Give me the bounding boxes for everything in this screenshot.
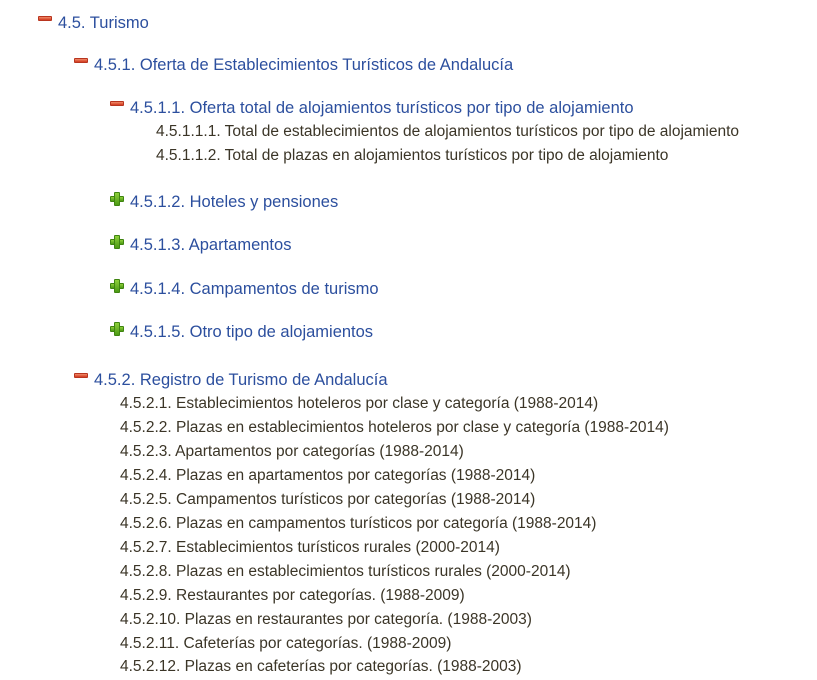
tree-leaf-4-5-2-4[interactable]: 4.5.2.4. Plazas en apartamentos por categorías (1988-2014)	[120, 467, 536, 484]
tree-leaf-4-5-2-7[interactable]: 4.5.2.7. Establecimientos turísticos rurales (2000-2014)	[120, 539, 500, 556]
tree-node-4-5[interactable]	[38, 11, 149, 35]
tree-node-4-5-1-5[interactable]	[110, 320, 373, 344]
tree-node-label[interactable]: 4.5. Turismo	[58, 13, 149, 32]
tree-node-4-5-1[interactable]	[74, 53, 513, 77]
tree-node-label[interactable]: 4.5.1.4. Campamentos de turismo	[130, 279, 379, 298]
tree-leaf-4-5-2-11[interactable]: 4.5.2.11. Cafeterías por categorías. (1988-2009)	[120, 635, 452, 652]
tree-node-label[interactable]: 4.5.1. Oferta de Establecimientos Turísticos de Andalucía	[94, 55, 514, 74]
tree-leaf-4-5-2-3[interactable]: 4.5.2.3. Apartamentos por categorías (1988-2014)	[120, 443, 464, 460]
collapse-icon[interactable]	[74, 58, 88, 63]
tree-leaf-4-5-2-8[interactable]: 4.5.2.8. Plazas en establecimientos turísticos rurales (2000-2014)	[120, 563, 571, 580]
tree-node-label[interactable]: 4.5.1.1. Oferta total de alojamientos turísticos por tipo de alojamiento	[130, 98, 634, 117]
expand-icon[interactable]	[110, 322, 124, 336]
tree-leaf-4-5-2-6[interactable]: 4.5.2.6. Plazas en campamentos turísticos por categoría (1988-2014)	[120, 515, 597, 532]
collapse-icon[interactable]	[38, 16, 52, 21]
tree-leaf-4-5-2-5[interactable]: 4.5.2.5. Campamentos turísticos por categorías (1988-2014)	[120, 491, 536, 508]
collapse-icon[interactable]	[74, 373, 88, 378]
tree-node-4-5-1-3[interactable]	[110, 233, 291, 257]
expand-icon[interactable]	[110, 235, 124, 249]
tree-node-label[interactable]: 4.5.1.5. Otro tipo de alojamientos	[130, 322, 374, 341]
tree-node-label[interactable]: 4.5.1.2. Hoteles y pensiones	[130, 192, 339, 211]
tree-leaf-4-5-2-12[interactable]: 4.5.2.12. Plazas en cafeterías por categorías. (1988-2003)	[120, 658, 522, 675]
collapse-icon[interactable]	[110, 101, 124, 106]
tree-node-label[interactable]: 4.5.2. Registro de Turismo de Andalucía	[94, 370, 388, 389]
tree-node-4-5-1-1[interactable]	[110, 96, 634, 120]
expand-icon[interactable]	[110, 279, 124, 293]
tree-node-4-5-1-2[interactable]	[110, 190, 338, 214]
tree-leaf-4-5-2-9[interactable]: 4.5.2.9. Restaurantes por categorías. (1988-2009)	[120, 587, 465, 604]
tree-leaf-4-5-1-1-1[interactable]: 4.5.1.1.1. Total de establecimientos de alojamientos turísticos por tipo de alojamiento	[156, 123, 740, 140]
tree-leaf-4-5-2-10[interactable]: 4.5.2.10. Plazas en restaurantes por categoría. (1988-2003)	[120, 611, 532, 628]
tree-node-label[interactable]: 4.5.1.3. Apartamentos	[130, 235, 292, 254]
tree-node-4-5-2[interactable]	[74, 368, 388, 392]
expand-icon[interactable]	[110, 192, 124, 206]
tree-node-4-5-1-4[interactable]	[110, 277, 379, 301]
tree-leaf-4-5-2-1[interactable]: 4.5.2.1. Establecimientos hoteleros por clase y categoría (1988-2014)	[120, 395, 599, 412]
tree-leaf-4-5-2-2[interactable]: 4.5.2.2. Plazas en establecimientos hoteleros por clase y categoría (1988-2014)	[120, 419, 669, 436]
tree-leaf-4-5-1-1-2[interactable]: 4.5.1.1.2. Total de plazas en alojamientos turísticos por tipo de alojamiento	[156, 147, 669, 164]
